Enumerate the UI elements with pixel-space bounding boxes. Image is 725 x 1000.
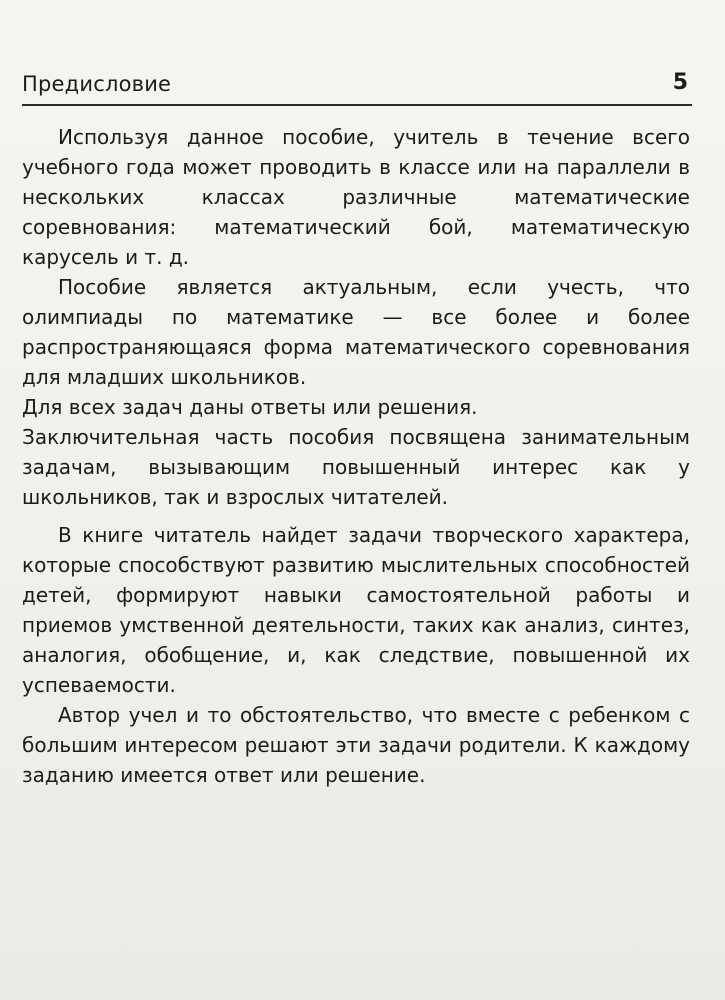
chapter-title: Предисловие [22,72,172,96]
paragraph-1: Используя данное пособие, учитель в течение всего учебного года может проводить в классе или на параллели в нескольких классах различные математические соревнования: математический бой, математическую карусель и т. д. [22,125,690,269]
page-number: 5 [672,70,688,95]
paragraph-2: Пособие является актуальным, если учесть, что олимпиады по математике — все более и более распространяющаяся форма математического соревнования для младших школьников. [22,275,690,389]
preface-body [22,122,690,790]
paragraph-6: Автор учел и то обстоятельство, что вместе с ребенком с большим интересом решают эти задачи родители. К каждому заданию имеется ответ или решение. [22,703,690,787]
running-header [22,68,692,104]
paragraph-5: В книге читатель найдет задачи творческого характера, которые способствуют развитию мыслительных способностей детей, формируют навыки самостоятельной работы и приемов умственной деятельности, таких как анализ, синтез, аналогия, обобщение, и, как следствие, повышенной их успеваемости. [22,523,690,697]
paragraph-3: Для всех задач даны ответы или решения. [22,395,478,419]
header-divider [22,104,692,106]
paragraph-4: Заключительная часть пособия посвящена занимательным задачам, вызывающим повышенный интерес как у школьников, так и взрослых читателей. [22,425,690,509]
